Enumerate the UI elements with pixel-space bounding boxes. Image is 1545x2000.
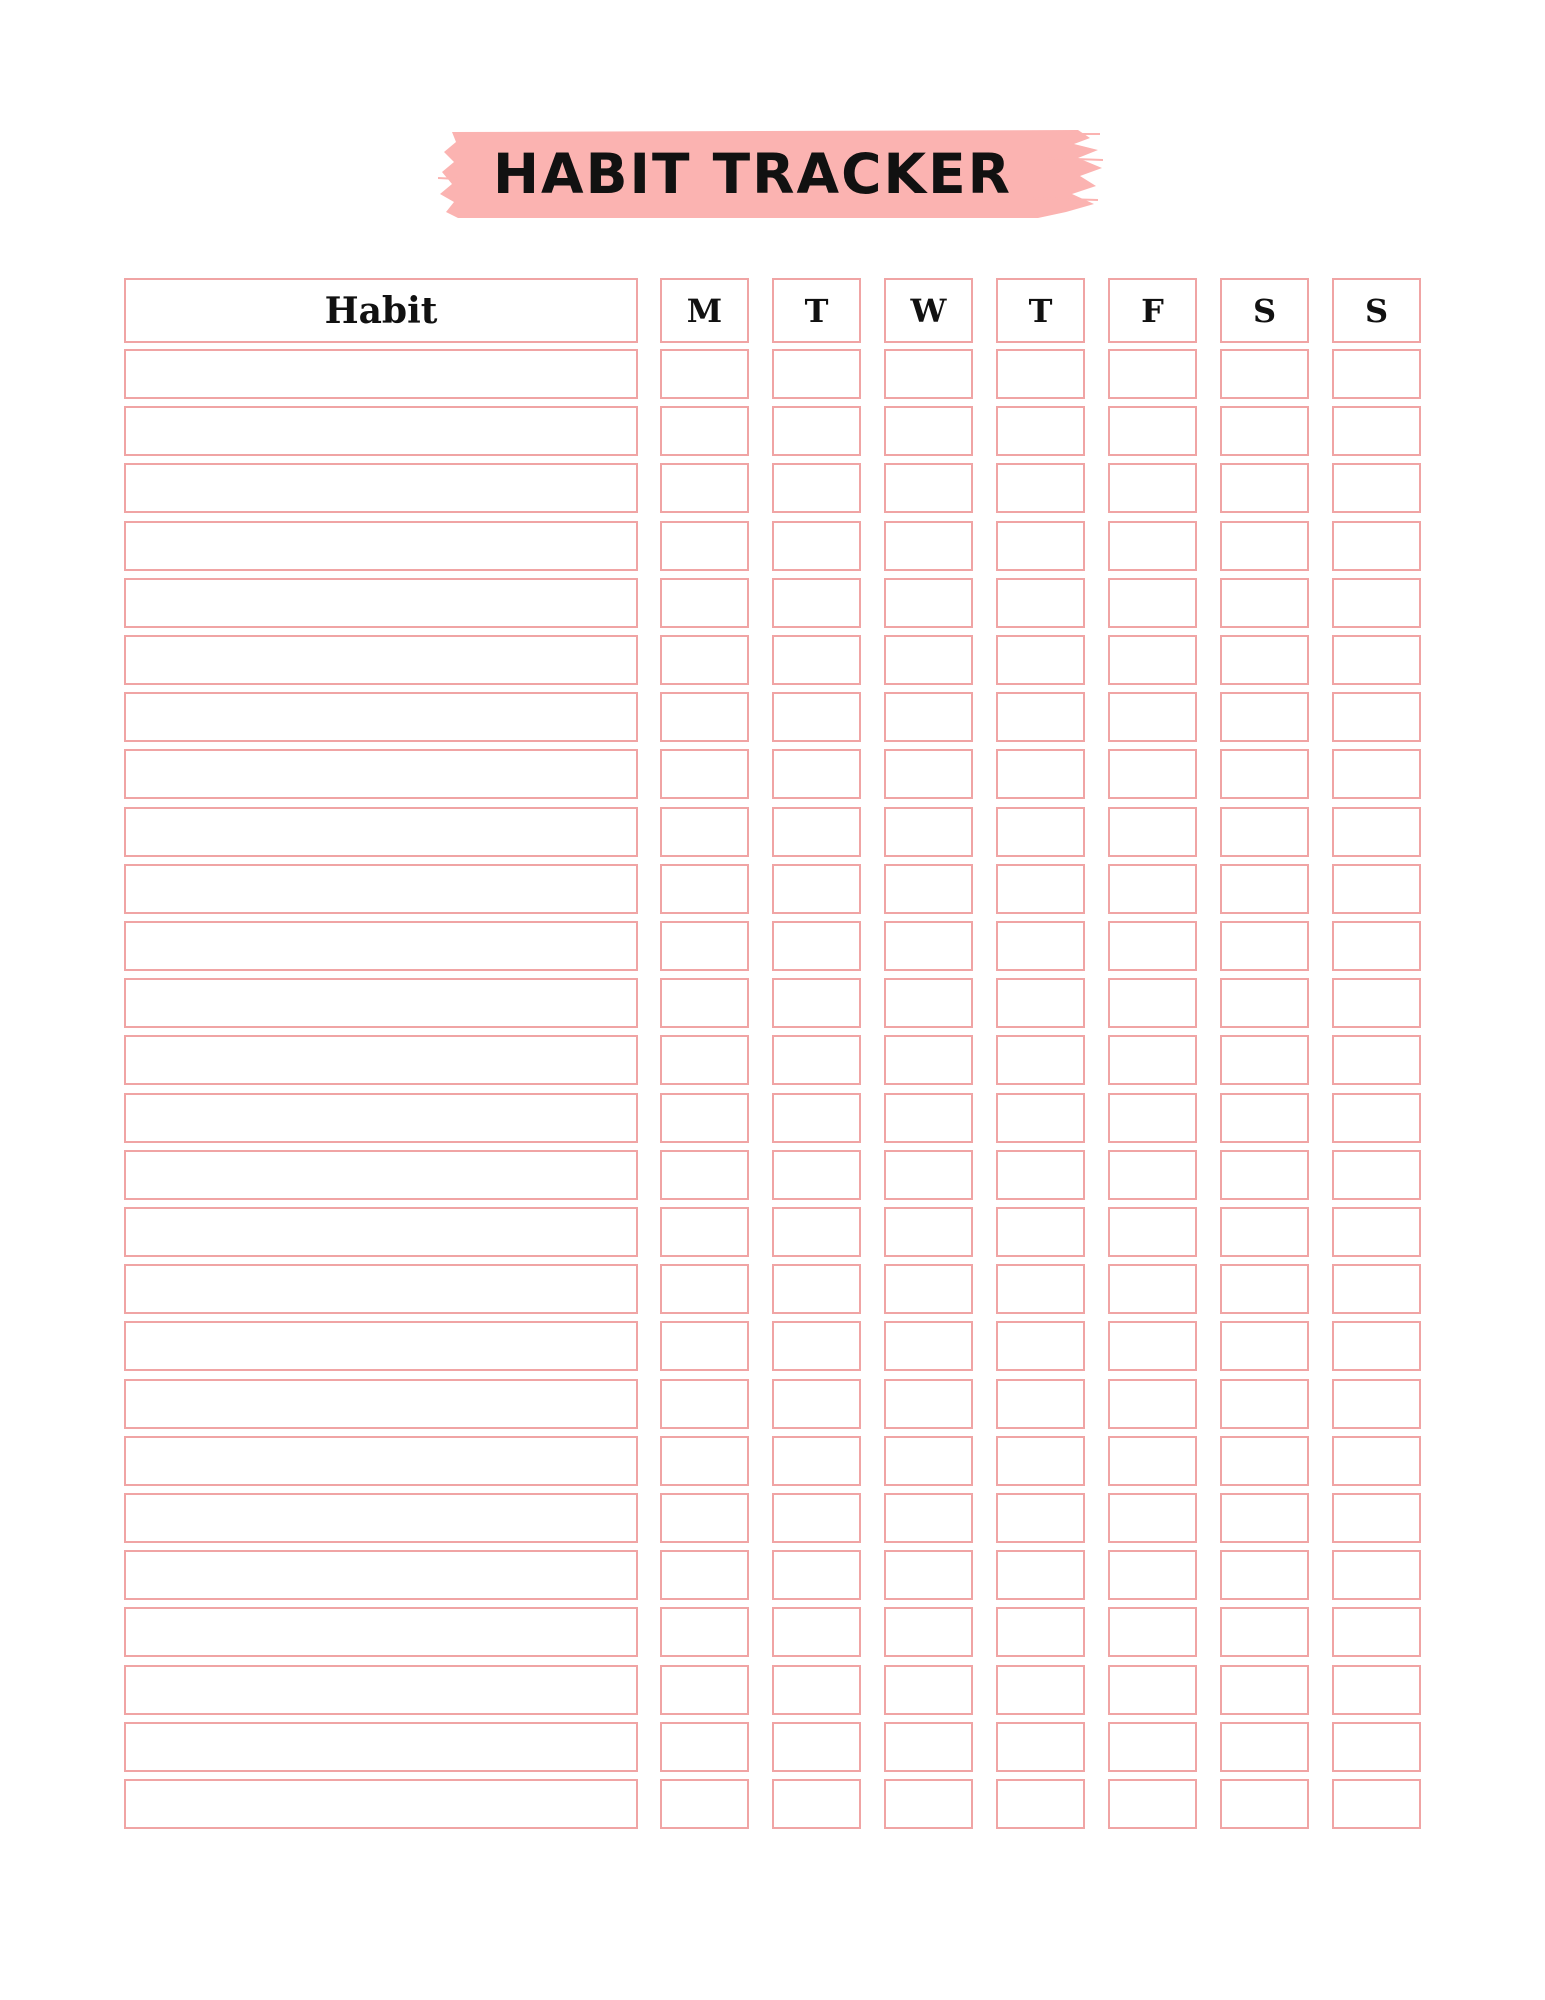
day-checkbox[interactable] xyxy=(1332,1550,1421,1600)
day-checkbox[interactable] xyxy=(1108,864,1197,914)
day-checkbox[interactable] xyxy=(1220,521,1309,571)
day-checkbox[interactable] xyxy=(884,406,973,456)
day-checkbox[interactable] xyxy=(660,349,749,399)
day-checkbox[interactable] xyxy=(884,1207,973,1257)
day-checkbox[interactable] xyxy=(1108,1207,1197,1257)
habit-name-field[interactable] xyxy=(124,1436,638,1486)
habit-name-field[interactable] xyxy=(124,1722,638,1772)
day-checkbox[interactable] xyxy=(660,635,749,685)
day-checkbox[interactable] xyxy=(1108,1150,1197,1200)
title-banner xyxy=(438,128,1103,220)
day-checkbox[interactable] xyxy=(772,1207,861,1257)
habit-name-field[interactable] xyxy=(124,1665,638,1715)
day-checkbox[interactable] xyxy=(996,749,1085,799)
habit-name-field[interactable] xyxy=(124,1493,638,1543)
day-checkbox[interactable] xyxy=(1220,749,1309,799)
day-checkbox[interactable] xyxy=(884,749,973,799)
day-checkbox[interactable] xyxy=(1108,1436,1197,1486)
day-checkbox[interactable] xyxy=(772,578,861,628)
day-checkbox[interactable] xyxy=(884,921,973,971)
day-checkbox[interactable] xyxy=(996,635,1085,685)
day-checkbox[interactable] xyxy=(1332,406,1421,456)
day-checkbox[interactable] xyxy=(1332,1093,1421,1143)
day-checkbox[interactable] xyxy=(660,1607,749,1657)
day-checkbox[interactable] xyxy=(772,349,861,399)
habit-name-field[interactable] xyxy=(124,463,638,513)
day-checkbox[interactable] xyxy=(1220,807,1309,857)
day-checkbox[interactable] xyxy=(884,864,973,914)
day-column-header: S xyxy=(1220,278,1309,343)
day-checkbox[interactable] xyxy=(1220,1436,1309,1486)
day-checkbox[interactable] xyxy=(884,692,973,742)
day-checkbox[interactable] xyxy=(1332,1665,1421,1715)
day-checkbox[interactable] xyxy=(1108,1321,1197,1371)
day-checkbox[interactable] xyxy=(1220,578,1309,628)
habit-name-field[interactable] xyxy=(124,635,638,685)
day-checkbox[interactable] xyxy=(772,1436,861,1486)
day-checkbox[interactable] xyxy=(1220,1550,1309,1600)
day-checkbox[interactable] xyxy=(1220,1035,1309,1085)
day-checkbox[interactable] xyxy=(996,978,1085,1028)
day-checkbox[interactable] xyxy=(1332,1493,1421,1543)
day-checkbox[interactable] xyxy=(996,807,1085,857)
day-checkbox[interactable] xyxy=(884,1665,973,1715)
day-checkbox[interactable] xyxy=(884,1150,973,1200)
day-checkbox[interactable] xyxy=(772,749,861,799)
day-checkbox[interactable] xyxy=(1108,1035,1197,1085)
day-checkbox[interactable] xyxy=(1332,864,1421,914)
day-checkbox[interactable] xyxy=(1220,349,1309,399)
day-checkbox[interactable] xyxy=(772,1779,861,1829)
habit-column-header: Habit xyxy=(124,278,638,343)
day-checkbox[interactable] xyxy=(884,1550,973,1600)
day-checkbox[interactable] xyxy=(1108,692,1197,742)
day-checkbox[interactable] xyxy=(1332,521,1421,571)
habit-name-field[interactable] xyxy=(124,349,638,399)
day-checkbox[interactable] xyxy=(1108,578,1197,628)
day-checkbox[interactable] xyxy=(996,1722,1085,1772)
day-checkbox[interactable] xyxy=(772,978,861,1028)
day-checkbox[interactable] xyxy=(996,1207,1085,1257)
day-checkbox[interactable] xyxy=(660,749,749,799)
day-checkbox[interactable] xyxy=(772,1379,861,1429)
day-checkbox[interactable] xyxy=(660,1779,749,1829)
day-checkbox[interactable] xyxy=(772,1093,861,1143)
day-checkbox[interactable] xyxy=(1220,978,1309,1028)
day-checkbox[interactable] xyxy=(884,1779,973,1829)
day-checkbox[interactable] xyxy=(884,1379,973,1429)
page-title: HABIT TRACKER xyxy=(493,142,1012,206)
day-checkbox[interactable] xyxy=(1220,1207,1309,1257)
day-checkbox[interactable] xyxy=(1108,921,1197,971)
habit-name-field[interactable] xyxy=(124,1779,638,1829)
habit-name-field[interactable] xyxy=(124,521,638,571)
day-checkbox[interactable] xyxy=(1332,1207,1421,1257)
day-checkbox[interactable] xyxy=(884,1436,973,1486)
day-checkbox[interactable] xyxy=(996,1150,1085,1200)
day-checkbox[interactable] xyxy=(996,521,1085,571)
day-checkbox[interactable] xyxy=(1332,578,1421,628)
day-checkbox[interactable] xyxy=(1220,1093,1309,1143)
day-column-header: T xyxy=(772,278,861,343)
day-checkbox[interactable] xyxy=(884,521,973,571)
day-checkbox[interactable] xyxy=(1108,1550,1197,1600)
day-checkbox[interactable] xyxy=(772,1035,861,1085)
day-checkbox[interactable] xyxy=(772,807,861,857)
habit-name-field[interactable] xyxy=(124,692,638,742)
day-checkbox[interactable] xyxy=(772,635,861,685)
day-checkbox[interactable] xyxy=(772,692,861,742)
day-checkbox[interactable] xyxy=(1332,463,1421,513)
day-checkbox[interactable] xyxy=(884,349,973,399)
day-checkbox[interactable] xyxy=(660,1436,749,1486)
day-checkbox[interactable] xyxy=(1108,1607,1197,1657)
day-checkbox[interactable] xyxy=(996,1779,1085,1829)
day-checkbox[interactable] xyxy=(884,1493,973,1543)
day-checkbox[interactable] xyxy=(1220,406,1309,456)
day-checkbox[interactable] xyxy=(884,1722,973,1772)
day-checkbox[interactable] xyxy=(996,1665,1085,1715)
day-checkbox[interactable] xyxy=(1220,921,1309,971)
day-checkbox[interactable] xyxy=(660,1093,749,1143)
day-checkbox[interactable] xyxy=(1108,807,1197,857)
day-column-header: W xyxy=(884,278,973,343)
day-checkbox[interactable] xyxy=(660,578,749,628)
day-checkbox[interactable] xyxy=(1108,1264,1197,1314)
day-checkbox[interactable] xyxy=(660,1207,749,1257)
day-checkbox[interactable] xyxy=(1220,1607,1309,1657)
day-checkbox[interactable] xyxy=(772,1264,861,1314)
day-checkbox[interactable] xyxy=(1332,749,1421,799)
habit-name-field[interactable] xyxy=(124,921,638,971)
day-checkbox[interactable] xyxy=(1220,1150,1309,1200)
day-checkbox[interactable] xyxy=(1108,1722,1197,1772)
day-checkbox[interactable] xyxy=(1108,978,1197,1028)
habit-name-field[interactable] xyxy=(124,1093,638,1143)
day-checkbox[interactable] xyxy=(1108,1379,1197,1429)
day-checkbox[interactable] xyxy=(884,1093,973,1143)
day-checkbox[interactable] xyxy=(772,1550,861,1600)
day-checkbox[interactable] xyxy=(660,1493,749,1543)
day-checkbox[interactable] xyxy=(1332,1779,1421,1829)
day-checkbox[interactable] xyxy=(996,921,1085,971)
day-checkbox[interactable] xyxy=(1108,1665,1197,1715)
day-checkbox[interactable] xyxy=(884,635,973,685)
day-checkbox[interactable] xyxy=(884,1321,973,1371)
habit-name-field[interactable] xyxy=(124,1550,638,1600)
day-checkbox[interactable] xyxy=(1108,1093,1197,1143)
day-checkbox[interactable] xyxy=(660,692,749,742)
day-checkbox[interactable] xyxy=(1332,1150,1421,1200)
day-checkbox[interactable] xyxy=(660,463,749,513)
day-checkbox[interactable] xyxy=(1332,1436,1421,1486)
day-checkbox[interactable] xyxy=(660,1550,749,1600)
day-checkbox[interactable] xyxy=(996,578,1085,628)
day-checkbox[interactable] xyxy=(996,406,1085,456)
habit-name-field[interactable] xyxy=(124,1607,638,1657)
habit-name-field[interactable] xyxy=(124,978,638,1028)
day-checkbox[interactable] xyxy=(996,1550,1085,1600)
day-checkbox[interactable] xyxy=(996,1093,1085,1143)
day-checkbox[interactable] xyxy=(1108,1779,1197,1829)
day-checkbox[interactable] xyxy=(1332,1607,1421,1657)
habit-name-field[interactable] xyxy=(124,1035,638,1085)
day-column-header: M xyxy=(660,278,749,343)
day-checkbox[interactable] xyxy=(660,1150,749,1200)
day-checkbox[interactable] xyxy=(996,349,1085,399)
day-checkbox[interactable] xyxy=(1108,521,1197,571)
day-checkbox[interactable] xyxy=(1220,463,1309,513)
day-column-header: F xyxy=(1108,278,1197,343)
day-checkbox[interactable] xyxy=(996,1607,1085,1657)
day-checkbox[interactable] xyxy=(1332,1722,1421,1772)
day-checkbox[interactable] xyxy=(1220,1264,1309,1314)
day-checkbox[interactable] xyxy=(772,1722,861,1772)
habit-name-field[interactable] xyxy=(124,1264,638,1314)
day-checkbox[interactable] xyxy=(660,1379,749,1429)
day-checkbox[interactable] xyxy=(1332,635,1421,685)
day-column-header: T xyxy=(996,278,1085,343)
day-checkbox[interactable] xyxy=(660,1264,749,1314)
day-checkbox[interactable] xyxy=(1332,921,1421,971)
day-checkbox[interactable] xyxy=(996,1264,1085,1314)
day-checkbox[interactable] xyxy=(996,1035,1085,1085)
day-checkbox[interactable] xyxy=(884,1264,973,1314)
day-checkbox[interactable] xyxy=(1220,1722,1309,1772)
day-checkbox[interactable] xyxy=(996,463,1085,513)
day-checkbox[interactable] xyxy=(660,521,749,571)
day-checkbox[interactable] xyxy=(660,1722,749,1772)
day-checkbox[interactable] xyxy=(1220,1379,1309,1429)
day-checkbox[interactable] xyxy=(996,692,1085,742)
day-checkbox[interactable] xyxy=(1108,406,1197,456)
day-checkbox[interactable] xyxy=(996,1321,1085,1371)
day-checkbox[interactable] xyxy=(1220,1321,1309,1371)
day-checkbox[interactable] xyxy=(1332,1379,1421,1429)
day-checkbox[interactable] xyxy=(1220,692,1309,742)
day-checkbox[interactable] xyxy=(660,1035,749,1085)
day-checkbox[interactable] xyxy=(772,1150,861,1200)
habit-name-field[interactable] xyxy=(124,1207,638,1257)
day-checkbox[interactable] xyxy=(772,406,861,456)
habit-name-field[interactable] xyxy=(124,1321,638,1371)
day-checkbox[interactable] xyxy=(772,921,861,971)
habit-name-field[interactable] xyxy=(124,406,638,456)
day-checkbox[interactable] xyxy=(660,1321,749,1371)
day-checkbox[interactable] xyxy=(1220,864,1309,914)
day-checkbox[interactable] xyxy=(772,864,861,914)
day-checkbox[interactable] xyxy=(1332,807,1421,857)
day-checkbox[interactable] xyxy=(1220,635,1309,685)
day-checkbox[interactable] xyxy=(772,1607,861,1657)
day-checkbox[interactable] xyxy=(884,463,973,513)
day-checkbox[interactable] xyxy=(996,1493,1085,1543)
day-checkbox[interactable] xyxy=(772,1321,861,1371)
day-checkbox[interactable] xyxy=(1220,1665,1309,1715)
day-checkbox[interactable] xyxy=(1332,692,1421,742)
day-checkbox[interactable] xyxy=(772,463,861,513)
day-checkbox[interactable] xyxy=(1108,635,1197,685)
day-checkbox[interactable] xyxy=(996,1379,1085,1429)
day-checkbox[interactable] xyxy=(1332,349,1421,399)
day-checkbox[interactable] xyxy=(884,1035,973,1085)
day-checkbox[interactable] xyxy=(1332,1321,1421,1371)
day-column-header: S xyxy=(1332,278,1421,343)
day-checkbox[interactable] xyxy=(1332,1035,1421,1085)
day-checkbox[interactable] xyxy=(884,807,973,857)
day-checkbox[interactable] xyxy=(1108,1493,1197,1543)
day-checkbox[interactable] xyxy=(660,921,749,971)
day-checkbox[interactable] xyxy=(660,1665,749,1715)
day-checkbox[interactable] xyxy=(884,1607,973,1657)
habit-name-field[interactable] xyxy=(124,578,638,628)
habit-name-field[interactable] xyxy=(124,1150,638,1200)
day-checkbox[interactable] xyxy=(1332,1264,1421,1314)
day-checkbox[interactable] xyxy=(772,521,861,571)
day-checkbox[interactable] xyxy=(1108,749,1197,799)
day-checkbox[interactable] xyxy=(660,406,749,456)
day-checkbox[interactable] xyxy=(1220,1779,1309,1829)
day-checkbox[interactable] xyxy=(884,978,973,1028)
habit-name-field[interactable] xyxy=(124,749,638,799)
habit-name-field[interactable] xyxy=(124,864,638,914)
day-checkbox[interactable] xyxy=(772,1493,861,1543)
day-checkbox[interactable] xyxy=(1220,1493,1309,1543)
day-checkbox[interactable] xyxy=(660,807,749,857)
day-checkbox[interactable] xyxy=(1108,463,1197,513)
day-checkbox[interactable] xyxy=(660,978,749,1028)
day-checkbox[interactable] xyxy=(660,864,749,914)
day-checkbox[interactable] xyxy=(996,864,1085,914)
day-checkbox[interactable] xyxy=(772,1665,861,1715)
habit-name-field[interactable] xyxy=(124,1379,638,1429)
day-checkbox[interactable] xyxy=(1332,978,1421,1028)
day-checkbox[interactable] xyxy=(884,578,973,628)
day-checkbox[interactable] xyxy=(996,1436,1085,1486)
day-checkbox[interactable] xyxy=(1108,349,1197,399)
habit-name-field[interactable] xyxy=(124,807,638,857)
